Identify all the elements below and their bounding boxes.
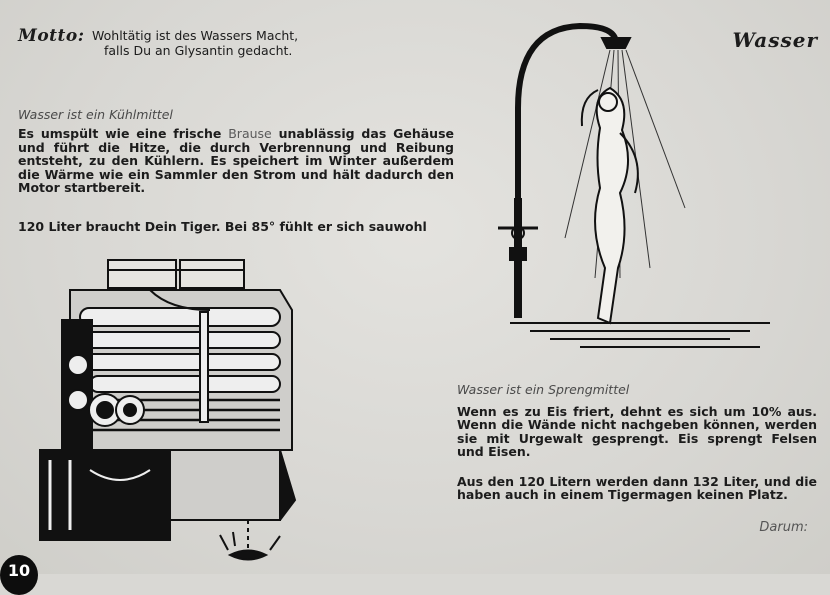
shower-figure-drawing-icon [470, 18, 790, 358]
section-body-sprengmittel-2: Aus den 120 Litern werden dann 132 Liter, und die haben auch in einem Tigermagen keinen Platz. [457, 474, 817, 503]
section-heading-kuehlmittel: Wasser ist ein Kühlmittel [18, 107, 173, 122]
tiger-water-statement: 120 Liter braucht Dein Tiger. Bei 85° fühlt er sich sauwohl [18, 219, 427, 234]
page-title: Wasser [732, 28, 818, 52]
section-heading-sprengmittel: Wasser ist ein Sprengmittel [457, 382, 630, 397]
motto-line-2: falls Du an Glysantin gedacht. [104, 43, 293, 58]
section-body-sprengmittel: Wenn es zu Eis friert, dehnt es sich um 10% aus. Wenn die Wände nicht nachgeben können, werden sie mit Urgewalt gesprengt. Eis sprengt Felsen und Eisen. [457, 404, 817, 460]
body-text-highlight: Brause [228, 126, 272, 141]
body-text-start: Es umspült wie eine frische [18, 126, 229, 141]
section-body-kuehlmittel [18, 127, 454, 195]
closing-word: Darum: [759, 520, 808, 535]
page-number-badge: 10 [0, 555, 38, 595]
body-text-end: unablässig das Gehäuse und führt die Hitze, die durch Verbrennung und Reibung entsteht, zu den Kühlern. Es speichert im Winter außerdem die Wärme wie ein Sammler den Strom und hält dadurch den Motor startbereit. [18, 126, 454, 196]
engine-drawing-icon [30, 250, 350, 570]
motto-label: Motto: [18, 26, 85, 46]
motto-line-1: Wohltätig ist des Wassers Macht, [92, 28, 299, 43]
motto-text [92, 28, 298, 58]
